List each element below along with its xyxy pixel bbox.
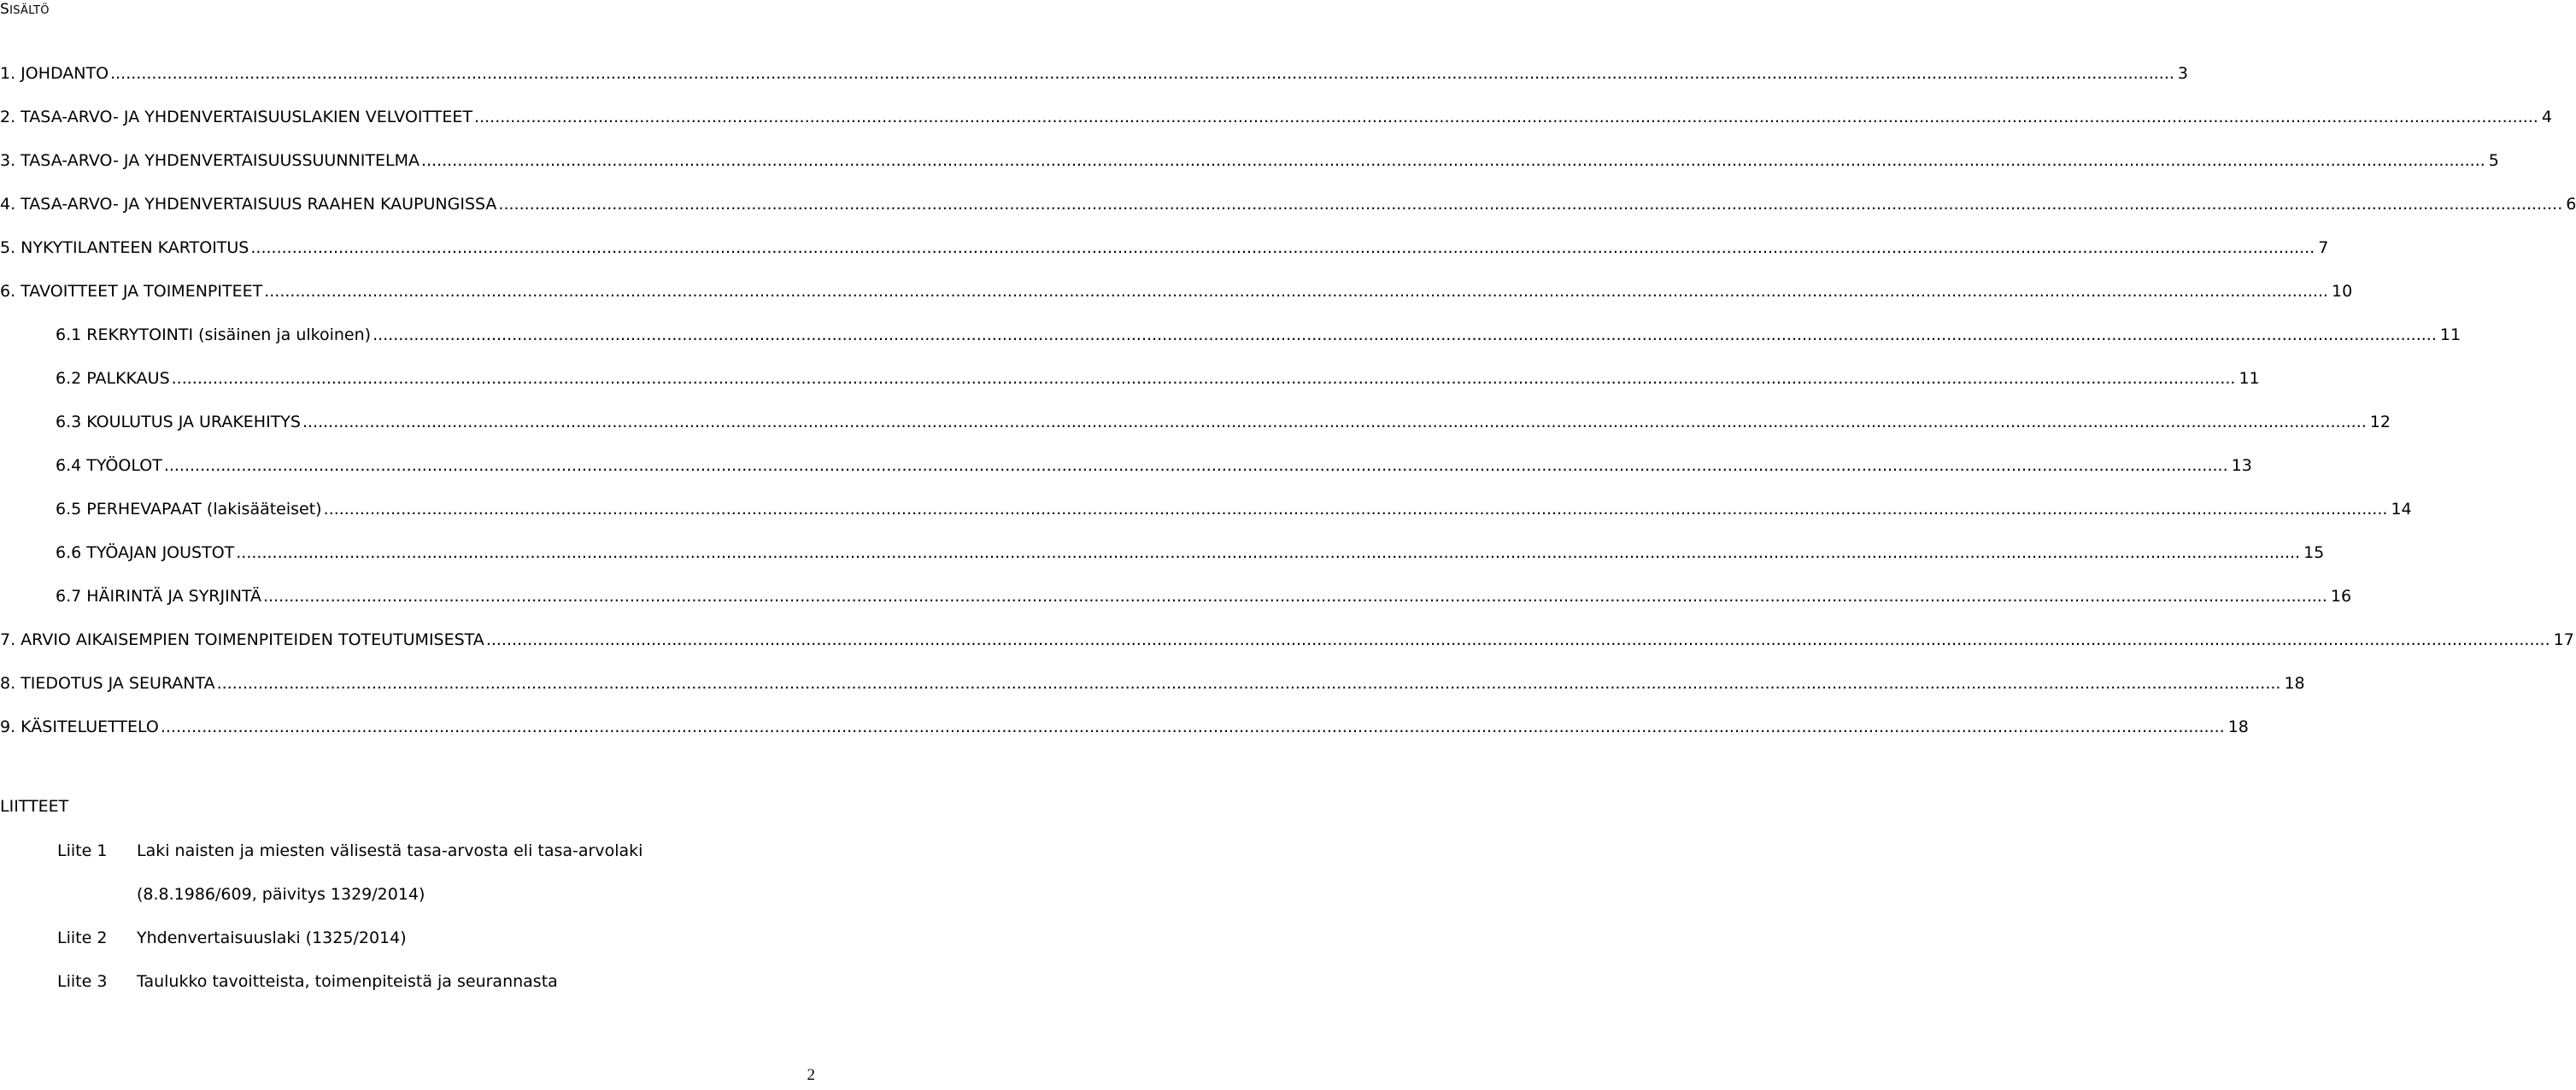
appendix-description-continued: (8.8.1986/609, päivitys 1329/2014)	[137, 885, 425, 904]
toc-heading-rest: ISÄLTÖ	[9, 4, 50, 17]
toc-entry-page: 11	[2439, 325, 2462, 344]
toc-dot-leader: ................................................................................................................................................................................................................................................................................................................................................................................................................	[250, 237, 2315, 257]
appendix-label: Liite 1	[57, 841, 108, 860]
toc-entry-page: 18	[2284, 673, 2305, 693]
appendix-heading: LIITTEET	[0, 797, 69, 816]
toc-entry-page: 11	[2239, 368, 2260, 388]
toc-entry[interactable]	[0, 661, 2305, 705]
toc-entry-page: 15	[2303, 542, 2325, 562]
toc-entry[interactable]	[0, 269, 2353, 313]
toc-dot-leader: ................................................................................................................................................................................................................................................................................................................................................................................................................	[216, 673, 2281, 693]
toc-entry-title: 6.3 KOULUTUS JA URAKEHITYS	[56, 412, 301, 431]
toc-entry-title: 2. TASA-ARVO- JA YHDENVERTAISUUSLAKIEN VELVOITTEET	[0, 107, 473, 126]
toc-dot-leader: ................................................................................................................................................................................................................................................................................................................................................................................................................	[323, 499, 2388, 519]
toc-entry-title: 4. TASA-ARVO- JA YHDENVERTAISUUS RAAHEN KAUPUNGISSA	[0, 194, 497, 214]
toc-entry-page: 10	[2332, 281, 2353, 301]
toc-entry[interactable]	[0, 182, 2576, 226]
toc-entry-page: 3	[2177, 63, 2189, 83]
toc-entry-page: 6	[2566, 194, 2576, 214]
toc-dot-leader: ................................................................................................................................................................................................................................................................................................................................................................................................................	[171, 368, 2236, 388]
toc-entry-title: 5. NYKYTILANTEEN KARTOITUS	[0, 237, 249, 257]
toc-entry[interactable]	[0, 530, 2325, 574]
toc-entry-page: 14	[2391, 499, 2412, 519]
table-of-contents	[0, 51, 2576, 748]
toc-entry[interactable]	[0, 705, 2249, 748]
page-number: 2	[807, 1066, 815, 1084]
toc-entry[interactable]	[0, 51, 2189, 95]
toc-entry-page: 18	[2227, 717, 2249, 736]
toc-dot-leader: ................................................................................................................................................................................................................................................................................................................................................................................................................	[236, 542, 2301, 562]
toc-entry-title: 6.5 PERHEVAPAAT (lakisääteiset)	[56, 499, 322, 519]
toc-entry[interactable]	[0, 226, 2329, 269]
toc-dot-leader: ................................................................................................................................................................................................................................................................................................................................................................................................................	[302, 412, 2367, 431]
appendix-description: Laki naisten ja miesten välisestä tasa-arvosta eli tasa-arvolaki	[137, 841, 643, 860]
toc-dot-leader: ................................................................................................................................................................................................................................................................................................................................................................................................................	[373, 325, 2437, 344]
toc-entry[interactable]	[0, 95, 2552, 138]
toc-entry-page: 12	[2369, 412, 2391, 431]
toc-dot-leader: ................................................................................................................................................................................................................................................................................................................................................................................................................	[110, 63, 2174, 83]
toc-entry[interactable]	[0, 487, 2412, 530]
toc-entry-page: 4	[2541, 107, 2552, 126]
toc-entry-page: 5	[2488, 150, 2499, 170]
toc-entry-page: 17	[2553, 630, 2574, 649]
toc-entry-title: 3. TASA-ARVO- JA YHDENVERTAISUUSSUUNNITELMA	[0, 150, 420, 170]
appendix-label: Liite 3	[57, 972, 108, 991]
toc-entry[interactable]	[0, 400, 2391, 443]
toc-entry-title: 8. TIEDOTUS JA SEURANTA	[0, 673, 215, 693]
toc-entry[interactable]	[0, 443, 2252, 487]
toc-dot-leader: ................................................................................................................................................................................................................................................................................................................................................................................................................	[474, 107, 2538, 126]
toc-dot-leader: ................................................................................................................................................................................................................................................................................................................................................................................................................	[264, 281, 2329, 301]
toc-entry-title: 6.4 TYÖOLOT	[56, 455, 162, 475]
toc-entry-title: 9. KÄSITELUETTELO	[0, 717, 159, 736]
toc-entry-title: 6.6 TYÖAJAN JOUSTOT	[56, 542, 235, 562]
toc-entry-title: 6.7 HÄIRINTÄ JA SYRJINTÄ	[56, 586, 262, 606]
appendix-label: Liite 2	[57, 929, 108, 947]
appendix-description: Yhdenvertaisuuslaki (1325/2014)	[137, 929, 407, 947]
toc-dot-leader: ................................................................................................................................................................................................................................................................................................................................................................................................................	[498, 194, 2563, 214]
toc-heading-initial: S	[0, 1, 10, 18]
toc-dot-leader: ................................................................................................................................................................................................................................................................................................................................................................................................................	[263, 586, 2327, 606]
toc-entry-page: 13	[2231, 455, 2252, 475]
toc-entry-title: 1. JOHDANTO	[0, 63, 109, 83]
toc-heading	[0, 1, 50, 18]
toc-entry-title: 7. ARVIO AIKAISEMPIEN TOIMENPITEIDEN TOTEUTUMISESTA	[0, 630, 484, 649]
toc-entry[interactable]	[0, 618, 2574, 661]
toc-dot-leader: ................................................................................................................................................................................................................................................................................................................................................................................................................	[163, 455, 2228, 475]
toc-entry-page: 7	[2318, 237, 2329, 257]
toc-dot-leader: ................................................................................................................................................................................................................................................................................................................................................................................................................	[420, 150, 2485, 170]
toc-entry[interactable]	[0, 313, 2462, 356]
toc-entry-title: 6. TAVOITTEET JA TOIMENPITEET	[0, 281, 263, 301]
toc-entry-title: 6.2 PALKKAUS	[56, 368, 170, 388]
toc-entry[interactable]	[0, 574, 2352, 618]
toc-entry[interactable]	[0, 356, 2260, 400]
toc-entry-page: 16	[2330, 586, 2352, 606]
toc-dot-leader: ................................................................................................................................................................................................................................................................................................................................................................................................................	[160, 717, 2225, 736]
toc-entry[interactable]	[0, 138, 2499, 182]
toc-entry-title: 6.1 REKRYTOINTI (sisäinen ja ulkoinen)	[56, 325, 372, 344]
toc-dot-leader: ................................................................................................................................................................................................................................................................................................................................................................................................................	[485, 630, 2550, 649]
appendix-description: Taulukko tavoitteista, toimenpiteistä ja seurannasta	[137, 972, 558, 991]
